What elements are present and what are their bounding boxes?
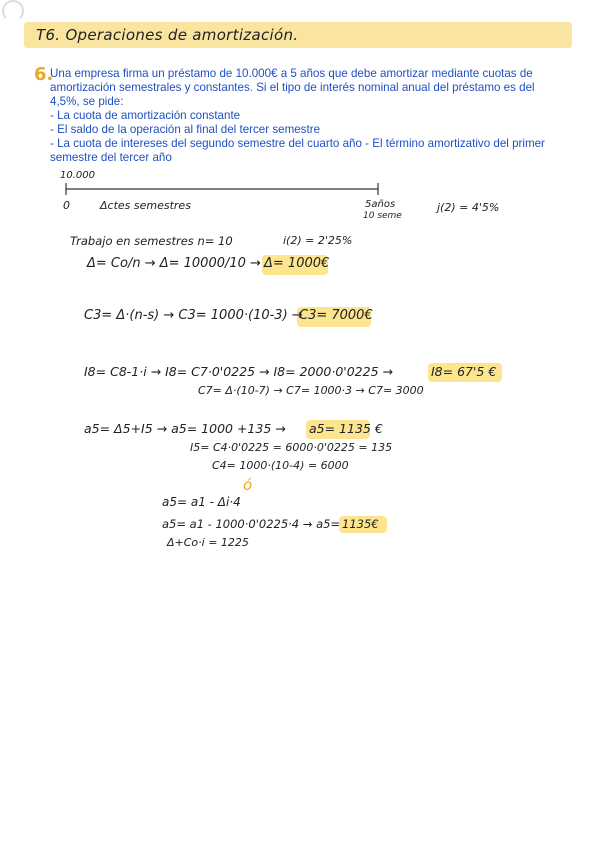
timeline-rate: j(2) = 4'5%: [437, 201, 500, 214]
timeline-mid-label: Δctes semestres: [100, 199, 191, 212]
work-result-interest: I8= 67'5 €: [431, 364, 497, 379]
work-result-quota: Δ= 1000€: [264, 256, 330, 271]
work-line-rate: i(2) = 2'25%: [283, 234, 353, 247]
statement-line: - La cuota de intereses del segundo semestre del cuarto año - El término amortizativo del primer: [50, 137, 545, 150]
work-line-c7: C7= Δ·(10-7) → C7= 1000·3 → C7= 3000: [198, 384, 424, 397]
statement-line: amortización semestrales y constantes. Si el tipo de interés nominal anual del préstamo es del: [50, 81, 535, 94]
work-line-periods: Trabajo en semestres n= 10: [70, 234, 233, 248]
work-result-alt: 1135€: [342, 517, 379, 531]
work-line-alt3: Δ+Co·i = 1225: [167, 536, 249, 549]
alternative-mark: ó: [243, 476, 253, 494]
timeline-end-sublabel: 10 seme: [363, 211, 402, 221]
statement-line: Una empresa firma un préstamo de 10.000€ a 5 años que debe amortizar mediante cuotas de: [50, 67, 533, 80]
timeline-start-amount: 10.000: [60, 170, 95, 181]
work-result-term: a5= 1135 €: [309, 421, 383, 436]
work-line-i5: I5= C4·0'0225 = 6000·0'0225 = 135: [190, 441, 393, 454]
work-line-term: a5= Δ5+I5 → a5= 1000 +135 →: [84, 421, 286, 436]
work-line-alt2: a5= a1 - 1000·0'0225·4 → a5=: [162, 517, 341, 531]
statement-line: 4,5%, se pide:: [50, 95, 124, 108]
work-result-balance: C3= 7000€: [299, 308, 373, 323]
timeline-end-label: 5años: [365, 199, 396, 210]
work-line-interest: I8= C8-1·i → I8= C7·0'0225 → I8= 2000·0'0225 →: [84, 364, 393, 379]
work-line-c4: C4= 1000·(10-4) = 6000: [212, 459, 349, 472]
work-line-quota: Δ= Co/n → Δ= 10000/10 →: [87, 256, 261, 271]
statement-line: - La cuota de amortización constante: [50, 109, 241, 122]
statement-line: semestre del tercer año: [50, 151, 172, 164]
statement-line: - El saldo de la operación al final del tercer semestre: [50, 123, 321, 136]
work-line-balance: C3= Δ·(n-s) → C3= 1000·(10-3) →: [84, 308, 303, 323]
work-line-alt1: a5= a1 - Δi·4: [162, 495, 241, 509]
exercise-number: 6.: [34, 64, 54, 85]
page-title: T6. Operaciones de amortización.: [36, 26, 299, 44]
timeline-start-label: 0: [63, 199, 70, 212]
